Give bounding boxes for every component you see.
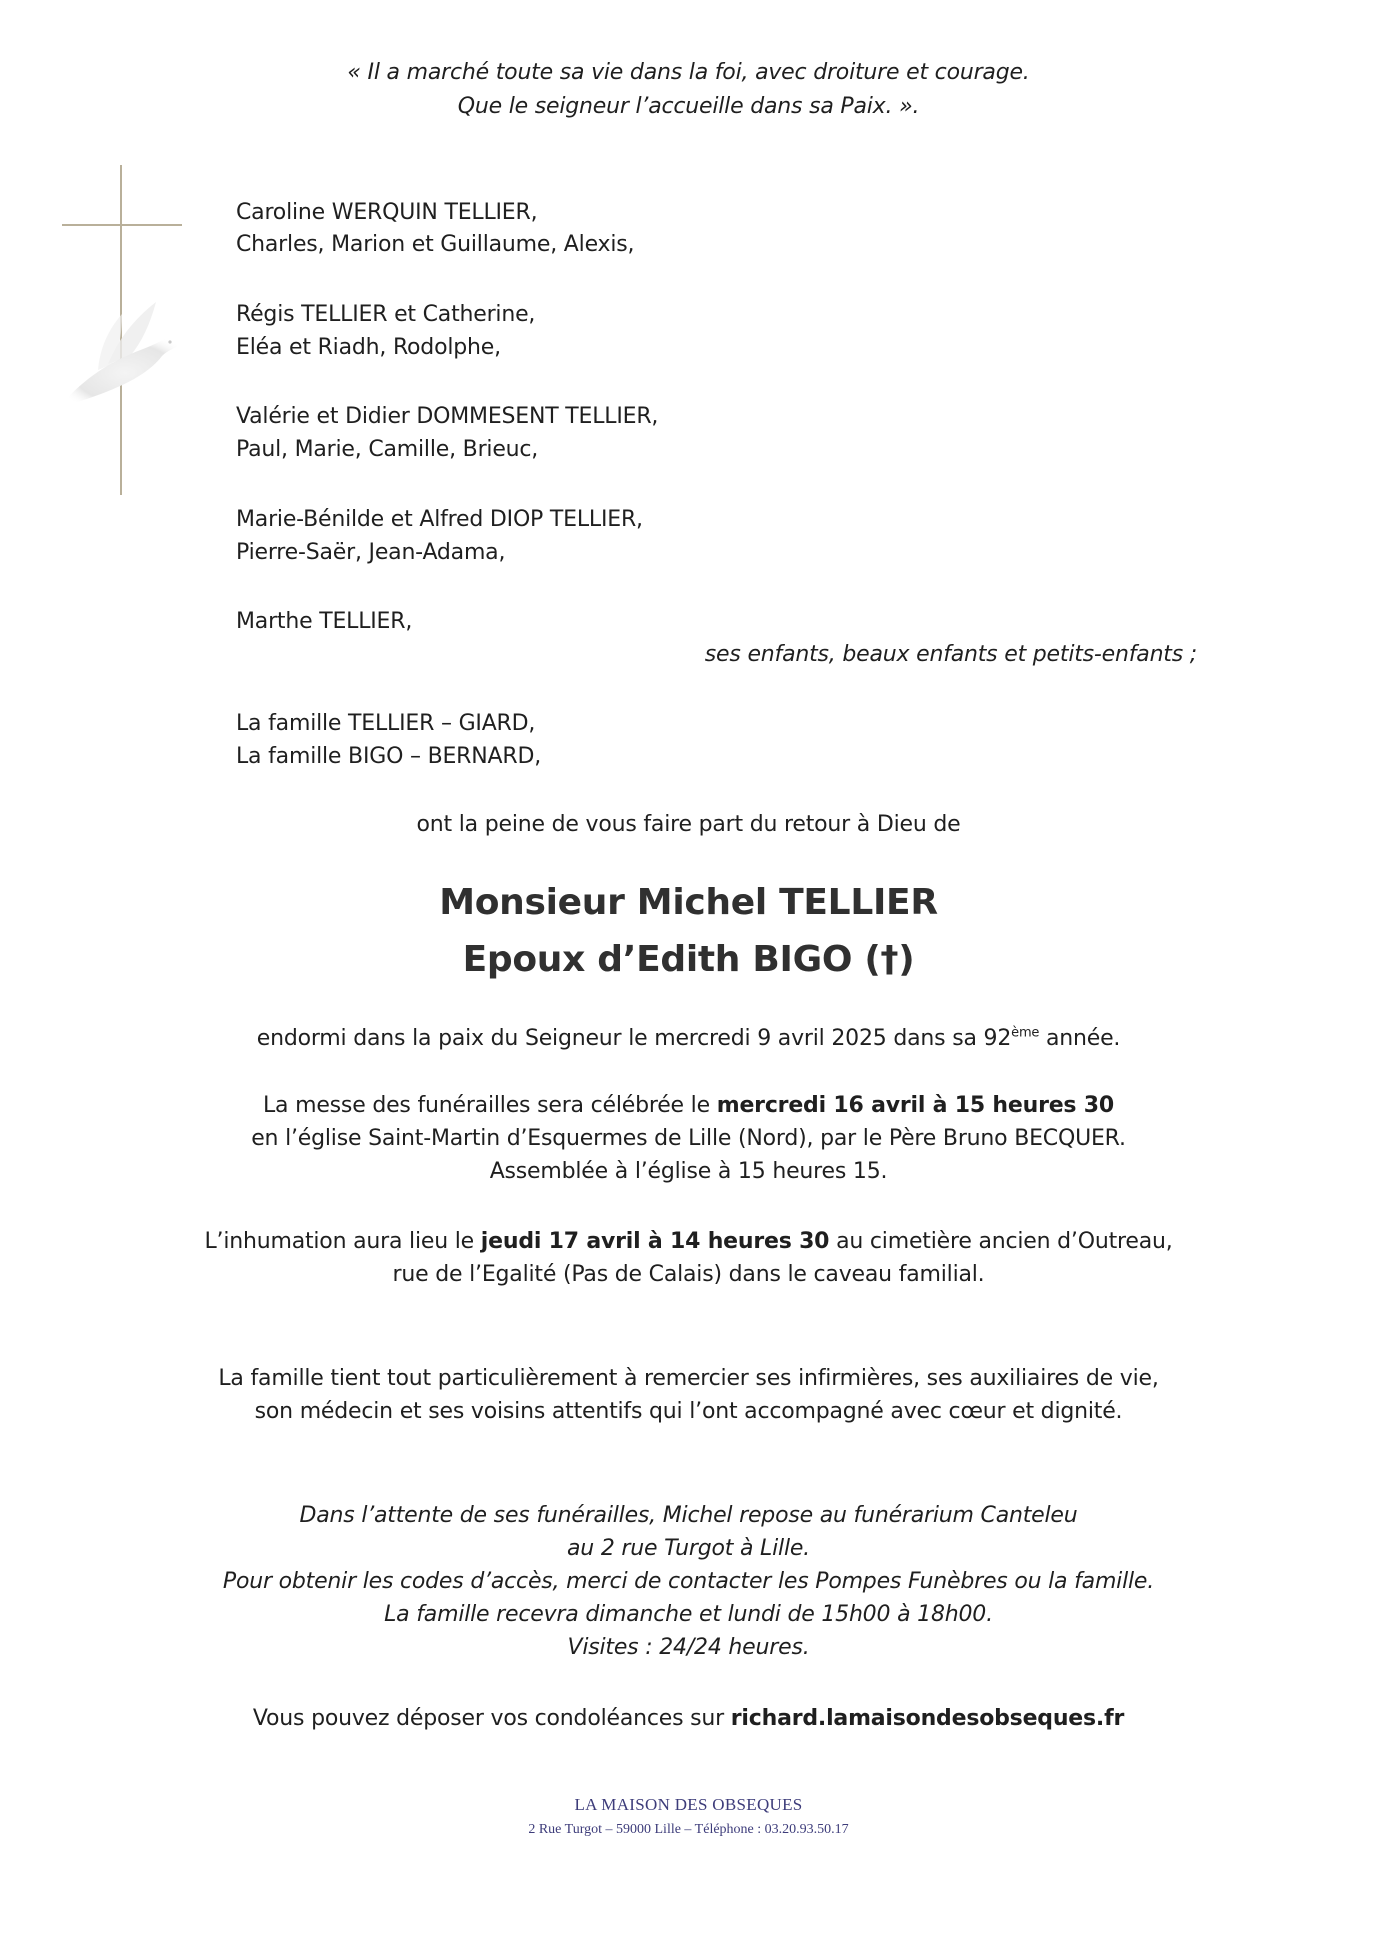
burial-line-2: rue de l’Egalité (Pas de Calais) dans le caveau familial.: [392, 1262, 985, 1287]
visit-line-5: Visites : 24/24 heures.: [567, 1635, 810, 1660]
death-text: endormi dans la paix du Seigneur le mercredi 9 avril 2025 dans sa 92: [256, 1026, 1012, 1051]
death-ordinal-suffix: ème: [1011, 1025, 1040, 1041]
footer-company-name: LA MAISON DES OBSEQUES: [574, 1795, 803, 1814]
quote-line-2: Que le seigneur l’accueille dans sa Paix. ».: [457, 94, 920, 119]
burial-text: L’inhumation aura lieu le: [204, 1229, 481, 1254]
burial-line-1: [0, 1227, 1377, 1257]
family-line: Valérie et Didier DOMMESENT TELLIER,: [236, 404, 659, 429]
condolences-line: [0, 1704, 1377, 1734]
condolences-link[interactable]: richard.lamaisondesobseques.fr: [730, 1706, 1125, 1731]
burial-datetime: jeudi 17 avril à 14 heures 30: [480, 1229, 830, 1254]
mass-text: La messe des funérailles sera célébrée le: [262, 1093, 717, 1118]
deceased-spouse: Epoux d’Edith BIGO (†): [462, 939, 915, 980]
visit-line-3: Pour obtenir les codes d’accès, merci de contacter les Pompes Funèbres ou la famille.: [222, 1569, 1155, 1594]
death-line: [0, 1024, 1377, 1054]
footer-address: 2 Rue Turgot – 59000 Lille – Téléphone : 03.20.93.50.17: [528, 1822, 849, 1837]
family-line: Eléa et Riadh, Rodolphe,: [236, 335, 501, 360]
family-line: Caroline WERQUIN TELLIER,: [236, 200, 538, 225]
mass-line-1: [0, 1091, 1377, 1121]
burial-place: au cimetière ancien d’Outreau,: [829, 1229, 1173, 1254]
family-line: Paul, Marie, Camille, Brieuc,: [236, 437, 539, 462]
thanks-line-1: La famille tient tout particulièrement à remercier ses infirmières, ses auxiliaires de vie,: [218, 1366, 1159, 1391]
family-line: Régis TELLIER et Catherine,: [236, 302, 536, 327]
family-line: Charles, Marion et Guillaume, Alexis,: [236, 232, 635, 257]
visit-line-2: au 2 rue Turgot à Lille.: [567, 1536, 810, 1561]
visit-line-1: Dans l’attente de ses funérailles, Michel repose au funérarium Canteleu: [299, 1503, 1078, 1528]
death-text-end: année.: [1039, 1026, 1121, 1051]
mass-datetime: mercredi 16 avril à 15 heures 30: [716, 1093, 1115, 1118]
family-relation: ses enfants, beaux enfants et petits-enfants ;: [704, 642, 1197, 667]
family-line: Pierre-Saër, Jean-Adama,: [236, 540, 506, 565]
deceased-name: Monsieur Michel TELLIER: [439, 882, 938, 923]
family-line: Marthe TELLIER,: [236, 609, 413, 634]
cross-horizontal-bar: [62, 224, 182, 226]
thanks-line-2: son médecin et ses voisins attentifs qui l’ont accompagné avec cœur et dignité.: [254, 1399, 1123, 1424]
family-line: La famille TELLIER – GIARD,: [236, 711, 536, 736]
announce-text: ont la peine de vous faire part du retour à Dieu de: [416, 812, 961, 837]
dove-icon: [38, 290, 198, 420]
mass-line-3: Assemblée à l’église à 15 heures 15.: [489, 1159, 888, 1184]
mass-line-2: en l’église Saint-Martin d’Esquermes de Lille (Nord), par le Père Bruno BECQUER.: [251, 1126, 1126, 1151]
quote-line-1: « Il a marché toute sa vie dans la foi, avec droiture et courage.: [347, 60, 1030, 85]
visit-line-4: La famille recevra dimanche et lundi de 15h00 à 18h00.: [384, 1602, 993, 1627]
family-line: La famille BIGO – BERNARD,: [236, 744, 541, 769]
condolences-text: Vous pouvez déposer vos condoléances sur: [252, 1706, 731, 1731]
family-line: Marie-Bénilde et Alfred DIOP TELLIER,: [236, 507, 643, 532]
